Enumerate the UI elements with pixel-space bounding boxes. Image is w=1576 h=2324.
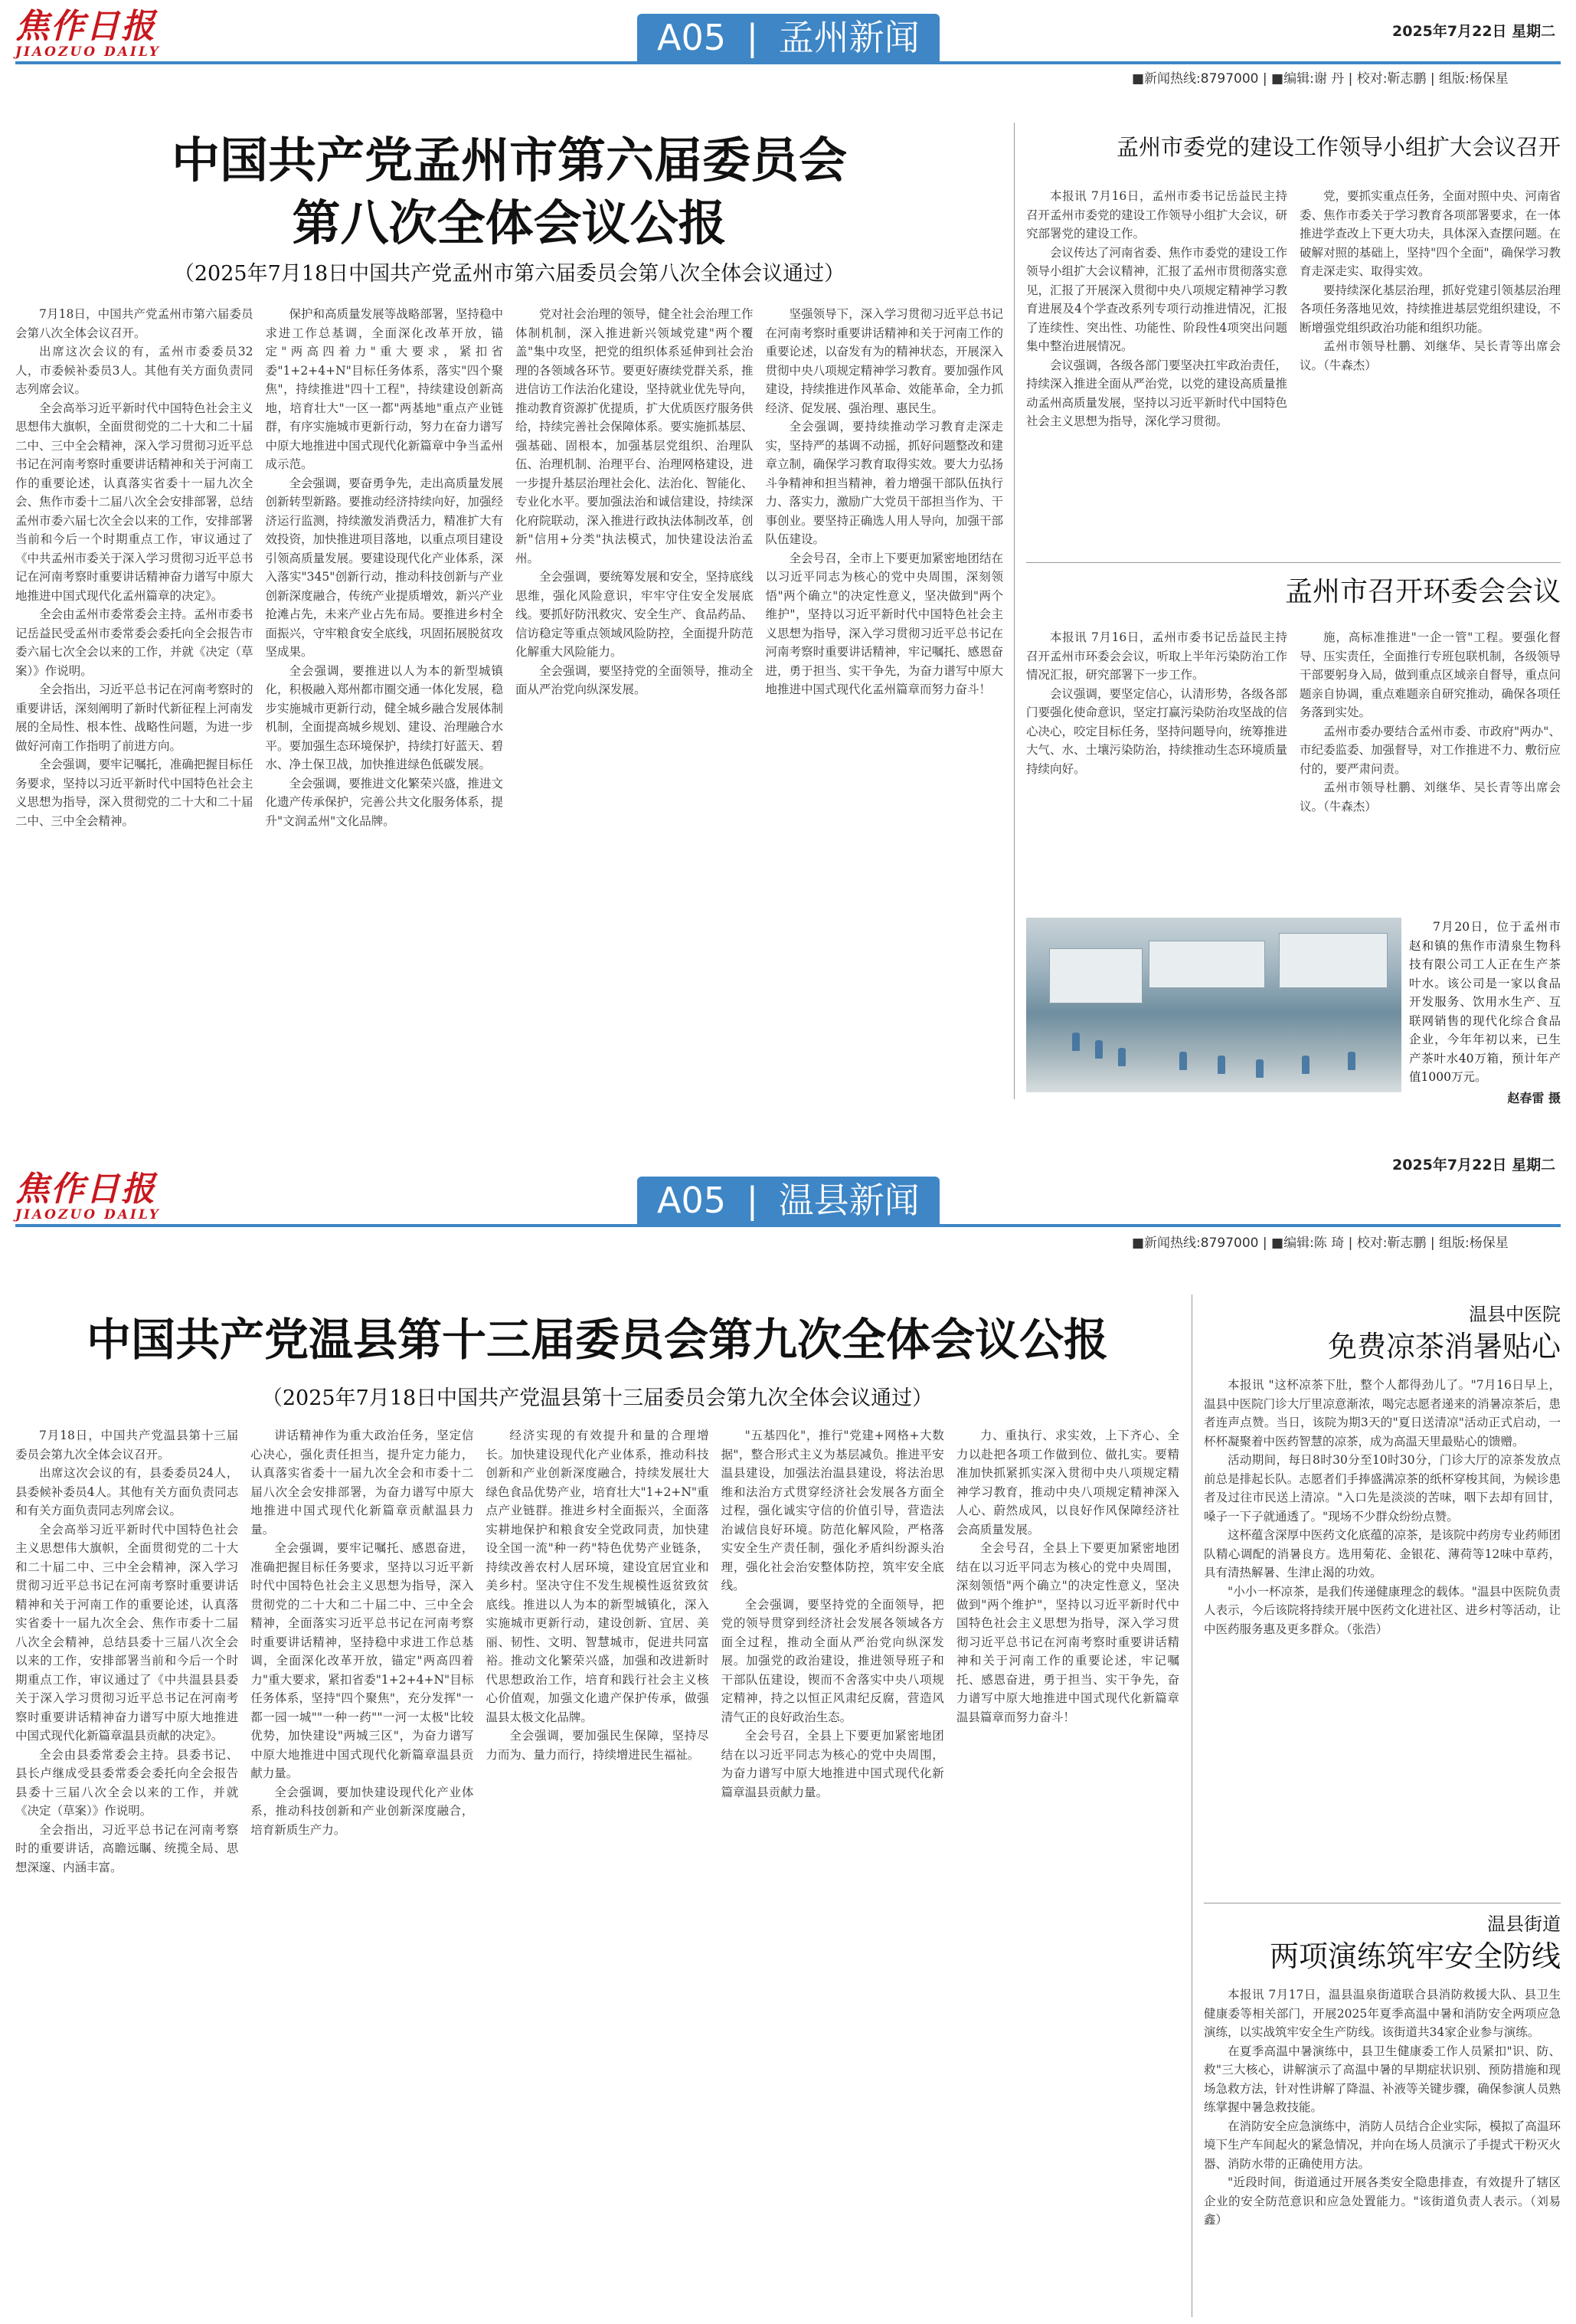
paragraph: 全会强调，要牢记嘱托，准确把握目标任务要求，坚持以习近平新时代中国特色社会主义思想为指导，深入贯彻党的二十大和二十届二中、三中全会精神。 xyxy=(15,758,253,828)
factory-photo xyxy=(1026,918,1401,1092)
headline-subtitle: （2025年7月18日中国共产党温县第十三届委员会第九次全体会议通过） xyxy=(261,1386,934,1410)
paragraph: 全会高举习近平新时代中国特色社会主义思想伟大旗帜，全面贯彻党的二十大和二十届二中、三中全会精神，深入学习贯彻习近平总书记在河南考察时重要讲话精神和关于河南工作的重要论述，认真落实省委十一届九次全会、焦作市委十二届八次全会精神，总结县委十三届八次全会以来的工作，安排部署当前和今后一个时期重点工作，审议通过了《中共温县县委关于深入学习贯彻习近平总书记在河南考察时重要讲话精神奋力谱写中原大地推进中国式现代化新篇章温县贡献的决定》。 xyxy=(15,1522,239,1743)
side-article-title: 免费凉茶消暑贴心 xyxy=(1327,1330,1561,1363)
newspaper-logo xyxy=(15,9,161,60)
paragraph: 经济实现的有效提升和量的合理增长。加快建设现代化产业体系，推动科技创新和产业创新深度融合，持续发展壮大绿色食品优势产业，培育壮大"1+2+N"重点产业链群。推进乡村全面振兴，全面落实耕地保护和粮食安全党政同责，加快建设全国一流"种一药"特色优势产业链条，持续改善农村人居环境，建设宜居宜业和美乡村。坚决守住不发生规模性返贫致贫底线。推进以人为本的新型城镇化，深入实施城市更新行动，建设创新、宜居、美丽、韧性、文明、智慧城市，促进共同富裕。推动文化繁荣兴盛，加强和改进新时代思想政治工作，培育和践行社会主义核心价值观，加强文化遗产保护传承，做强温县太极文化品牌。 xyxy=(486,1429,709,1724)
machine-shape xyxy=(1149,941,1265,988)
bottle-shape xyxy=(1118,1048,1126,1066)
article-column xyxy=(956,1426,1179,2315)
editor-meta: ■新闻热线:8797000 | ■编辑:陈 琦 | 校对:靳志鹏 | 组版:杨保星 xyxy=(1132,1236,1509,1251)
article-column xyxy=(1026,187,1287,551)
headline-line-2: 第八次全体会议公报 xyxy=(292,195,727,251)
bottle-shape xyxy=(1302,1056,1310,1074)
section-name: 孟州新闻 xyxy=(778,17,920,58)
side-article-title: 两项演练筑牢安全防线 xyxy=(1269,1939,1561,1973)
paragraph: 全会强调，要加快建设现代化产业体系，推动科技创新和产业创新深度融合，培育新质生产力。 xyxy=(250,1785,474,1837)
paragraph: 保护和高质量发展等战略部署，坚持稳中求进工作总基调，全面深化改革开放，锚定"两高四着力"重大要求，紧扣省委"1+2+4+N"目标任务体系，落实"四个聚焦"，持续推进"四十工程"，持续建设创新高地，培育壮大"一区一都"两基地"重点产业链群，有序实施城市更新行动，努力在奋力谱写中原大地推进中国式现代化新篇章中争当孟州成示范。 xyxy=(265,307,503,471)
paragraph: 孟州市领导杜鹏、刘继华、吴长青等出席会议。（牛森杰） xyxy=(1300,781,1561,813)
logo-english: JIAOZUO DAILY xyxy=(15,1207,161,1223)
paragraph: 在消防安全应急演练中，消防人员结合企业实际，模拟了高温环境下生产车间起火的紧急情况，并向在场人员演示了手提式干粉灭火器、消防水带的正确使用方法。 xyxy=(1204,2119,1561,2171)
headline-subtitle: （2025年7月18日中国共产党孟州市第六届委员会第八次全体会议通过） xyxy=(173,262,845,286)
paragraph: 全会指出，习近平总书记在河南考察时的重要讲话，深刻阐明了新时代新征程上河南发展的全局性、根本性、战略性问题，为进一步做好河南工作指明了前进方向。 xyxy=(15,682,253,753)
paragraph: 施，高标准推进"一企一管"工程。要强化督导、压实责任，全面推行专班包联机制，各级领导干部要躬身入局，做到重点区域亲自督导，重点问题亲自协调，重点难题亲自研究推动，确保各项任务落到实处。 xyxy=(1300,630,1561,719)
article-column xyxy=(15,1426,238,2315)
section-tab xyxy=(637,1177,940,1224)
photo-caption: 7月20日，位于孟州市赵和镇的焦作市清泉生物科技有限公司工人正在生产茶叶水。该公司是一家以食品开发服务、饮用水生产、互联网销售的现代化综合食品企业，今年年初以来，已生产茶叶水40万箱，预计年产值1000万元。 xyxy=(1409,920,1561,1084)
paragraph: 孟州市领导杜鹏、刘继华、吴长青等出席会议。（牛森杰） xyxy=(1300,339,1561,372)
paragraph: 本报讯 "这杯凉茶下肚，整个人都得劲儿了。"7月16日早上，温县中医院门诊大厅里凉意渐浓，喝完志愿者递来的消暑凉茶后，患者连声点赞。当日，该院为期3天的"夏日送清凉"活动正式启动，一杯杯凝聚着中医药智慧的凉茶，成为高温天里最贴心的馈赠。 xyxy=(1204,1378,1561,1448)
section-code: A05 xyxy=(657,17,727,58)
article-column xyxy=(766,305,1004,1094)
side-article-kicker: 温县街道 xyxy=(1487,1913,1561,1935)
paragraph: 讲话精神作为重大政治任务，坚定信心决心，强化责任担当，提升定力能力，认真落实省委十一届九次全会和市委十二届八次全会安排部署，为奋力谱写中原大地推进中国式现代化新篇章贡献温县力量。 xyxy=(250,1429,474,1537)
paragraph: 出席这次会议的有，县委委员24人，县委候补委员4人。其他有关方面负责同志和有关方面负责同志列席会议。 xyxy=(15,1466,239,1517)
section-separator: | xyxy=(746,1180,759,1221)
paragraph: 本报讯 7月16日，孟州市委书记岳益民主持召开孟州市环委会会议，听取上半年污染防治工作情况汇报，研究部署下一步工作。 xyxy=(1026,630,1287,682)
logo-chinese: 焦作日报 xyxy=(15,1170,156,1209)
paragraph: 在夏季高温中暑演练中，县卫生健康委工作人员紧扣"识、防、救"三大核心，讲解演示了高温中暑的早期症状识别、预防措施和现场急救方法，针对性讲解了降温、补液等关键步骤，确保参演人员熟练掌握中暑急救技能。 xyxy=(1204,2044,1561,2114)
paragraph: 坚强领导下，深入学习贯彻习近平总书记在河南考察时重要讲话精神和关于河南工作的重要论述，以奋发有为的精神状态，开展深入贯彻中央八项规定精神学习教育。要加强作风建设，持续推进作风革命、效能革命，全力抓经济、促发展、强治理、惠民生。 xyxy=(765,307,1003,415)
side-article-body xyxy=(1204,1985,1561,2316)
bottle-shape xyxy=(1179,1052,1187,1070)
article-column xyxy=(515,305,754,1094)
article-column xyxy=(250,1426,473,2315)
article-column xyxy=(486,1426,708,2315)
paragraph: 全会强调，要坚持党的全面领导，把党的领导贯穿到经济社会发展各领域各方面全过程，推动全面从严治党向纵深发展。加强党的政治建设，推进领导班子和干部队伍建设，锲而不舍落实中央八项规定精神，持之以恒正风肃纪反腐，营造风清气正的良好政治生态。 xyxy=(721,1597,944,1724)
paragraph: 本报讯 7月17日，温县温泉街道联合县消防救援大队、县卫生健康委等相关部门，开展2025年夏季高温中暑和消防安全两项应急演练，以实战筑牢安全生产防线。该街道共34家企业参与演练。 xyxy=(1204,1988,1561,2039)
paragraph: 全会强调，要推进以人为本的新型城镇化，积极融入郑州都市圈交通一体化发展，稳步实施城市更新行动，健全城乡融合发展体制机制，全面提高城乡规划、建设、治理融合水平。要加强生态环境保护，持续打好蓝天、碧水、净土保卫战，加快推进绿色低碳发展。 xyxy=(265,663,503,771)
paragraph: "小小一杯凉茶，是我们传递健康理念的载体。"温县中医院负责人表示，今后该院将持续开展中医药文化进社区、进乡村等活动，让中医药服务惠及更多群众。（张浩） xyxy=(1204,1584,1561,1636)
machine-shape xyxy=(1049,948,1143,1003)
article-column xyxy=(721,1426,944,2315)
paragraph: 会议强调，要坚定信心，认清形势，各级各部门要强化使命意识，坚定打赢污染防治攻坚战的信心决心，咬定目标任务，坚持问题导向，统筹推进大气、水、土壤污染防治，持续推动生态环境质量持续向好。 xyxy=(1026,686,1287,776)
article-column xyxy=(1300,187,1561,551)
headline: 中国共产党温县第十三届委员会第九次全体会议公报 xyxy=(86,1314,1108,1366)
paragraph: 全会强调，要加强民生保障，坚持尽力而为、量力而行，持续增进民生福祉。 xyxy=(486,1729,709,1762)
paragraph: 全会强调，要奋勇争先，走出高质量发展创新转型新路。要推动经济持续向好，加强经济运行监测，持续激发消费活力，精准扩大有效投资，加快推进项目落地，以重点项目建设引领高质量发展。要建设现代化产业体系，深入落实"345"创新行动，推动科技创新与产业创新深度融合，传统产业提质增效，新兴产业抢滩占先，未来产业占先布局。要推进乡村全面振兴，守牢粮食安全底线，巩固拓展脱贫攻坚成果。 xyxy=(265,476,503,659)
logo-chinese: 焦作日报 xyxy=(15,7,156,46)
paragraph: 7月18日，中国共产党温县第十三届委员会第九次全体会议召开。 xyxy=(15,1429,239,1462)
paragraph: 全会由孟州市委常委会主持。孟州市委书记岳益民受孟州市委常委会委托向全会报告市委六届七次全会以来的工作，并就《决定（草案）》作说明。 xyxy=(15,607,253,678)
paragraph: 活动期间，每日8时30分至10时30分，门诊大厅的凉茶发放点前总是排起长队。志愿者们手捧盛满凉茶的纸杯穿梭其间，为候诊患者及过往市民送上清凉。"入口先是淡淡的苦味，咽下去却有回甘，嗓子一下子就通透了。"现场不少群众纷纷点赞。 xyxy=(1204,1453,1561,1524)
paragraph: 全会指出，习近平总书记在河南考察时的重要讲话，高瞻远瞩、统揽全局、思想深邃、内涵丰富。 xyxy=(15,1822,239,1874)
paragraph: 全会号召，全市上下要更加紧密地团结在以习近平同志为核心的党中央周围，深刻领悟"两个确立"的决定性意义，坚决做到"两个维护"，坚持以习近平新时代中国特色社会主义思想为指导，深入学习贯彻习近平总书记在河南考察时重要讲话精神，牢记嘱托、感恩奋进，勇于担当、实干争先，为奋力谱写中原大地推进中国式现代化孟州篇章而努力奋斗！ xyxy=(765,551,1003,696)
paragraph: 全会强调，要坚持党的全面领导，推动全面从严治党向纵深发展。 xyxy=(515,663,754,696)
paragraph: 全会号召，全县上下要更加紧密地团结在以习近平同志为核心的党中央周围，为奋力谱写中原大地推进中国式现代化新篇章温县贡献力量。 xyxy=(721,1729,944,1799)
photo-author: 赵春雷 摄 xyxy=(1507,1090,1561,1105)
section-code: A05 xyxy=(657,1180,727,1221)
machine-shape xyxy=(1279,933,1388,988)
paragraph: 全会号召，全县上下要更加紧密地团结在以习近平同志为核心的党中央周围，深刻领悟"两个确立"的决定性意义，坚决做到"两个维护"，坚持以习近平新时代中国特色社会主义思想为指导，深入学习贯彻习近平总书记在河南考察时重要讲话精神和关于河南工作的重要论述，牢记嘱托、感恩奋进，勇于担当、实干争先，奋力谱写中原大地推进中国式现代化新篇章温县篇章而努力奋斗！ xyxy=(956,1541,1180,1724)
paragraph: 这杯蕴含深厚中医药文化底蕴的凉茶，是该院中药房专业药师团队精心调配的消暑良方。选用菊花、金银花、薄荷等12味中草药，具有清热解暑、生津止渴的功效。 xyxy=(1204,1528,1561,1579)
side-article-title: 孟州市召开环委会会议 xyxy=(1284,576,1561,607)
paragraph: 全会强调，要持续推动学习教育走深走实，坚持严的基调不动摇，抓好问题整改和建章立制，确保学习教育取得实效。要大力弘扬斗争精神和担当精神，着力增强干部队伍执行力、落实力，激励广大党员干部担当作为、干事创业。要坚持正确选人用人导向，加强干部队伍建设。 xyxy=(765,420,1003,546)
article-column xyxy=(1300,628,1561,912)
logo-english: JIAOZUO DAILY xyxy=(15,44,161,60)
header-rule xyxy=(15,61,1561,64)
paragraph: 孟州市委办要结合孟州市委、市政府"两办"、市纪委监委、加强督导，对工作推进不力、敷衍应付的，要严肃问责。 xyxy=(1300,724,1561,776)
newspaper-logo xyxy=(15,1172,161,1223)
paragraph: 会议传达了河南省委、焦作市委党的建设工作领导小组扩大会议精神，汇报了孟州市贯彻落实意见，汇报了开展深入贯彻中央八项规定精神学习教育进展及4个学查改系列专项行动推进情况，汇报了连续性、突出性、功能性、阶段性4项突出问题集中整治进展情况。 xyxy=(1026,245,1287,353)
article-column xyxy=(1026,628,1287,912)
column-divider xyxy=(1014,123,1015,1099)
paragraph: 全会强调，要牢记嘱托、感恩奋进，准确把握目标任务要求，坚持以习近平新时代中国特色社会主义思想为指导，深入贯彻党的二十大和二十届二中、三中全会精神，全面落实习近平总书记在河南考察时重要讲话精神，坚持稳中求进工作总基调，全面深化改革开放，锚定"两高四着力"重大要求，紧扣省委"1+2+4+N"目标任务体系，坚持"四个聚焦"，充分发挥"一都一园一城""一种一药""一河一太极"比较优势，加快建设"两城三区"，为奋力谱写中原大地推进中国式现代化新篇章温县贡献力量。 xyxy=(250,1541,474,1780)
issue-date: 2025年7月22日 星期二 xyxy=(1392,1157,1556,1173)
main-article xyxy=(15,305,1003,1094)
side-article-body xyxy=(1026,187,1561,551)
bottle-shape xyxy=(1218,1056,1225,1074)
paragraph: 力、重执行、求实效，上下齐心、全力以赴把各项工作做到位、做扎实。要精准加快抓紧抓实深入贯彻中央八项规定精神学习教育，推动中央八项规定精神深入人心、蔚然成风，以良好作风保障经济社会高质量发展。 xyxy=(956,1429,1180,1537)
side-article-body xyxy=(1026,628,1561,912)
bottle-shape xyxy=(1256,1059,1264,1078)
photo-caption-block xyxy=(1409,918,1561,1106)
paragraph: 全会高举习近平新时代中国特色社会主义思想伟大旗帜，全面贯彻党的二十大和二十届二中、三中全会精神，深入学习贯彻习近平总书记在河南考察时重要讲话精神和关于河南工作的重要论述，认真落实省委十一届九次全会、焦作市委十二届八次全会安排部署，总结孟州市委六届七次全会以来的工作，安排部署当前和今后一个时期重点工作，审议通过了《中共孟州市委关于深入学习贯彻习近平总书记在河南考察时重要讲话精神奋力谱写中原大地推进中国式现代化孟州篇章的决定》。 xyxy=(15,401,253,603)
issue-date: 2025年7月22日 星期二 xyxy=(1392,23,1556,40)
paragraph: "五基四化"，推行"党建+网格+大数据"，整合形式主义为基层减负。推进平安温县建设，加强法治温县建设，将法治思维和法治方式贯穿经济社会发展各方面全过程，强化诚实守信的价值引导，营造法治诚信良好环境。防范化解风险，严格落实安全生产责任制，强化矛盾纠纷源头治理，强化社会治安整体防控，筑牢安全底线。 xyxy=(721,1429,944,1592)
header-rule xyxy=(15,1224,1561,1227)
side-article-body xyxy=(1204,1376,1561,1897)
paragraph: 全会由县委常委会主持。县委书记、县长卢继成受县委常委会委托向全会报告县委十三届八次全会以来的工作，并就《决定（草案）》作说明。 xyxy=(15,1747,239,1818)
bottle-shape xyxy=(1095,1040,1103,1059)
paragraph: "近段时间，街道通过开展各类安全隐患排查，有效提升了辖区企业的安全防范意识和应急处置能力。"该街道负责人表示。（刘易鑫） xyxy=(1204,2175,1561,2227)
paragraph: 7月18日，中国共产党孟州市第六届委员会第八次全体会议召开。 xyxy=(15,307,253,340)
section-separator: | xyxy=(746,17,759,58)
paragraph: 党，要抓实重点任务，全面对照中央、河南省委、焦作市委关于学习教育各项部署要求，在一体推进学查改上下更大功夫，具体深入查摆问题。在破解对照的基础上，坚持"四个全面"，确保学习教育走深走实、取得实效。 xyxy=(1300,189,1561,278)
editor-meta: ■新闻热线:8797000 | ■编辑:谢 丹 | 校对:靳志鹏 | 组版:杨保星 xyxy=(1132,71,1509,87)
bottle-shape xyxy=(1348,1052,1355,1070)
article-column xyxy=(266,305,504,1094)
article-column xyxy=(15,305,253,1094)
section-tab xyxy=(637,14,940,61)
paragraph: 全会强调，要统筹发展和安全，坚持底线思维，强化风险意识，牢牢守住安全发展底线。要抓好防汛救灾、安全生产、食品药品、信访稳定等重点领域风险防控，全面提升防范化解重大风险能力。 xyxy=(515,570,754,659)
side-article-title: 孟州市委党的建设工作领导小组扩大会议召开 xyxy=(1116,134,1561,160)
paragraph: 党对社会治理的领导，健全社会治理工作体制机制，深入推进新兴领域党建"两个覆盖"集中攻坚，把党的组织体系延伸到社会治理的各领域各环节。要更好赓续党群关系，推进信访工作法治化建设，坚持就业优先导向，推动教育资源扩优提质，扩大优质医疗服务供给，持续完善社会保障体系。要实施抓基层、强基础、固根本，加强基层党组织、治理队伍、治理机制、治理平台、治理网格建设，进一步提升基层治理社会化、法治化、智能化、专业化水平。要加强法治和诚信建设，持续深化府院联动，深入推进行政执法体制改革，创新"信用+分类"执法模式，加快建设法治孟州。 xyxy=(515,307,754,565)
paragraph: 全会强调，要推进文化繁荣兴盛，推进文化遗产传承保护，完善公共文化服务体系，提升"文润孟州"文化品牌。 xyxy=(265,776,503,828)
section-name: 温县新闻 xyxy=(778,1180,920,1221)
side-article-kicker: 温县中医院 xyxy=(1469,1304,1561,1325)
main-article xyxy=(15,1426,1179,2315)
paragraph: 会议强调，各级各部门要坚决扛牢政治责任，持续深入推进全面从严治党，以党的建设高质量推动孟州高质量发展，坚持以习近平新时代中国特色社会主义思想为指导，深化学习贯彻。 xyxy=(1026,358,1287,428)
section-divider xyxy=(1026,562,1561,563)
paragraph: 要持续深化基层治理，抓好党建引领基层治理各项任务落地见效，持续推进基层党组织建设，不断增强党组织政治功能和组织功能。 xyxy=(1300,283,1561,335)
headline-line-1: 中国共产党孟州市第六届委员会 xyxy=(172,133,847,188)
paragraph: 本报讯 7月16日，孟州市委书记岳益民主持召开孟州市委党的建设工作领导小组扩大会议，研究部署党的建设工作。 xyxy=(1026,189,1287,241)
paragraph: 出席这次会议的有，孟州市委委员32人，市委候补委员3人。其他有关方面负责同志列席会议。 xyxy=(15,345,253,396)
bottle-shape xyxy=(1072,1033,1080,1051)
